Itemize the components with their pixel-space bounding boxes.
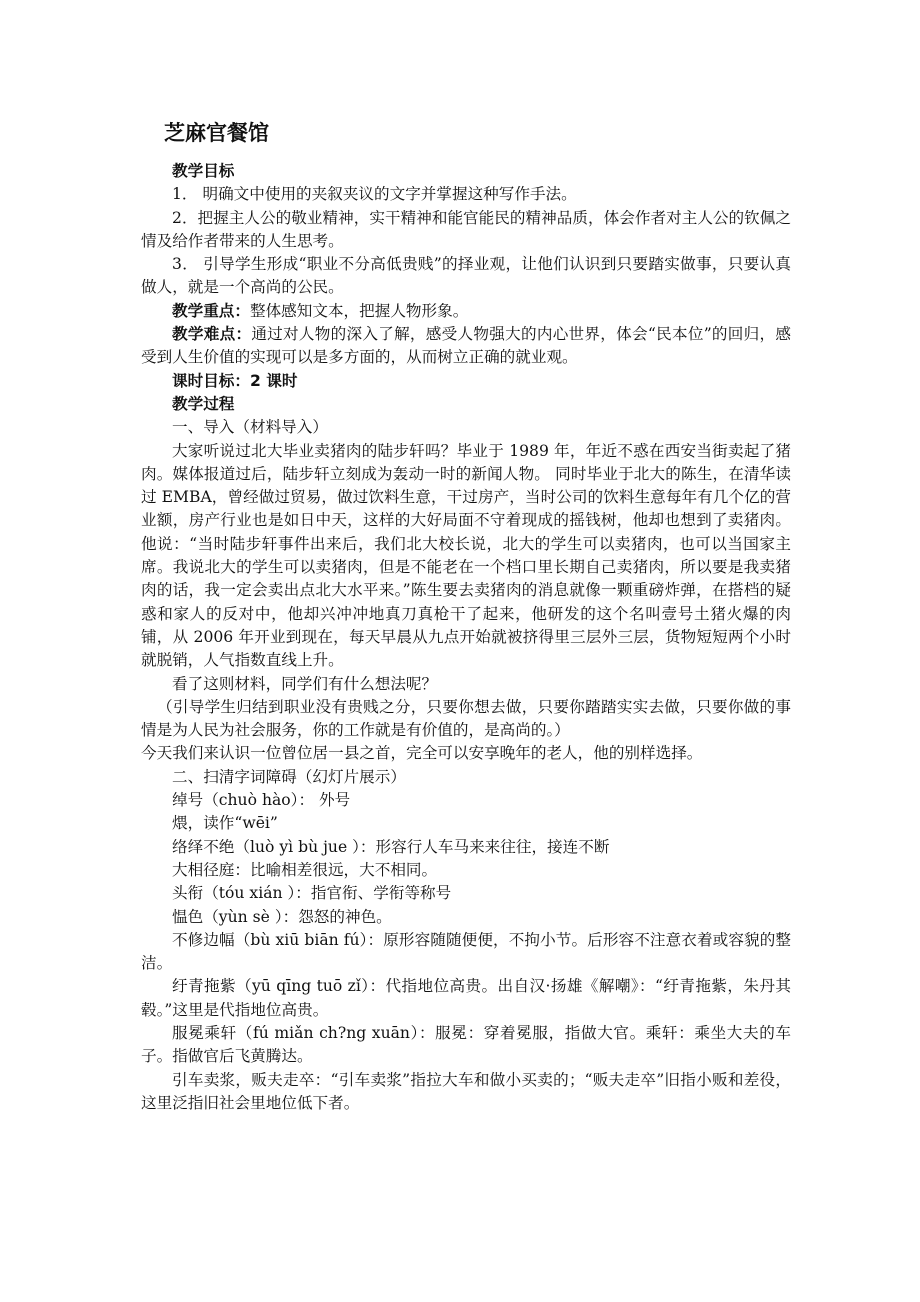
vocab-item: 不修边幅（bù xiū biān fú）：原形容随随便便，不拘小节。后形容不注意衣着或容貌的整洁。 — [141, 930, 791, 973]
goals-heading: 教学目标 — [172, 162, 235, 180]
difficult-point-text: 通过对人物的深入了解，感受人物强大的内心世界，体会“民本位”的回归，感受到人生价值的实现可以是多方面的，从而树立正确的就业观。 — [141, 325, 791, 367]
goal-3: 3． 引导学生形成“职业不分高低贵贱”的择业观，让他们认识到只要踏实做事，只要认真做人，就是一个高尚的公民。 — [141, 255, 791, 297]
vocab-item: 头衔（tóu xián ）：指官衔、学衔等称号 — [172, 884, 452, 903]
vocab-item: 纡青拖紫（yū qīng tuō zǐ）：代指地位高贵。出自汉·扬雄《解嘲》：“纡青拖紫，朱丹其毂。”这里是代指地位高贵。 — [141, 977, 791, 1019]
difficult-point — [141, 323, 791, 370]
key-point-label: 教学重点： — [172, 301, 250, 320]
class-hours: 课时目标：2 课时 — [172, 371, 298, 390]
page-title: 芝麻官餐馆 — [164, 121, 269, 145]
difficult-point-label: 教学难点： — [172, 325, 252, 344]
vocab-item: 愠色（yùn sè ）：怨怒的神色。 — [172, 907, 392, 926]
vocab-item: 绰号（chuò hào）： 外号 — [172, 791, 351, 810]
process-heading: 教学过程 — [172, 394, 235, 413]
section-1-question: 看了这则材料，同学们有什么想法呢？ — [172, 674, 438, 693]
section-1-today: 今天我们来认识一位曾位居一县之首，完全可以安享晚年的老人，他的别样选择。 — [141, 744, 703, 763]
vocab-item: 络绎不绝（luò yì bù jue ）：形容行人车马来来往往，接连不断 — [172, 837, 610, 856]
vocab-item: 服冕乘轩（fú miǎn ch?ng xuān）：服冕：穿着冕服，指做大官。乘轩：乘坐大夫的车子。指做官后飞黄腾达。 — [141, 1023, 791, 1066]
vocab-item: 煨，读作“wēi” — [172, 814, 278, 833]
section-1-heading: 一、导入（材料导入） — [172, 418, 328, 437]
goal-1: 1． 明确文中使用的夹叙夹议的文字并掌握这种写作手法。 — [172, 185, 577, 204]
section-1-guide: （引导学生归结到职业没有贵贱之分，只要你想去做，只要你踏踏实实去做，只要你做的事情是为人民为社会服务，你的工作就是有价值的，是高尚的。） — [141, 697, 791, 740]
section-1-material: 大家听说过北大毕业卖猪肉的陆步轩吗？毕业于 1989 年，年近不惑在西安当街卖起了猪肉。媒体报道过后，陆步轩立刻成为轰动一时的新闻人物。 同时毕业于北大的陈生，在清华读过 EMBA，曾经做过贸易，做过饮料生意，干过房产，当时公司的饮料生意每年有几个亿的营业额，房产行业也是如日中天，这样的大好局面不守着现成的摇钱树，他却也想到了卖猪肉。他说：“当时陆步轩事件出来后，我们北大校长说，北大的学生可以卖猪肉，也可以当国家主席。我说北大的学生可以卖猪肉，但是不能老在一个档口里长期自己卖猪肉，所以要是我卖猪肉的话，我一定会卖出点北大水平来。”陈生要去卖猪肉的消息就像一颗重磅炸弹，在搭档的疑惑和家人的反对中，他却兴冲冲地真刀真枪干了起来，他研发的这个名叫壹号土猪火爆的肉铺，从 2006 年开业到现在，每天早晨从九点开始就被挤得里三层外三层，货物短短两个小时就脱销，人气指数直线上升。 — [141, 441, 791, 670]
key-point-text: 整体感知文本，把握人物形象。 — [249, 301, 469, 320]
key-point — [141, 300, 791, 323]
vocab-item: 大相径庭：比喻相差很远，大不相同。 — [172, 860, 438, 879]
vocab-item: 引车卖浆，贩夫走卒：“引车卖浆”指拉大车和做小买卖的；“贩夫走卒”旧指小贩和差役，这里泛指旧社会里地位低下者。 — [141, 1070, 791, 1112]
document-page — [141, 118, 791, 1115]
goal-2: 2．把握主人公的敬业精神，实干精神和能官能民的精神品质，体会作者对主人公的钦佩之情及给作者带来的人生思考。 — [141, 208, 791, 250]
section-2-heading: 二、扫清字词障碍（幻灯片展示） — [172, 767, 406, 786]
